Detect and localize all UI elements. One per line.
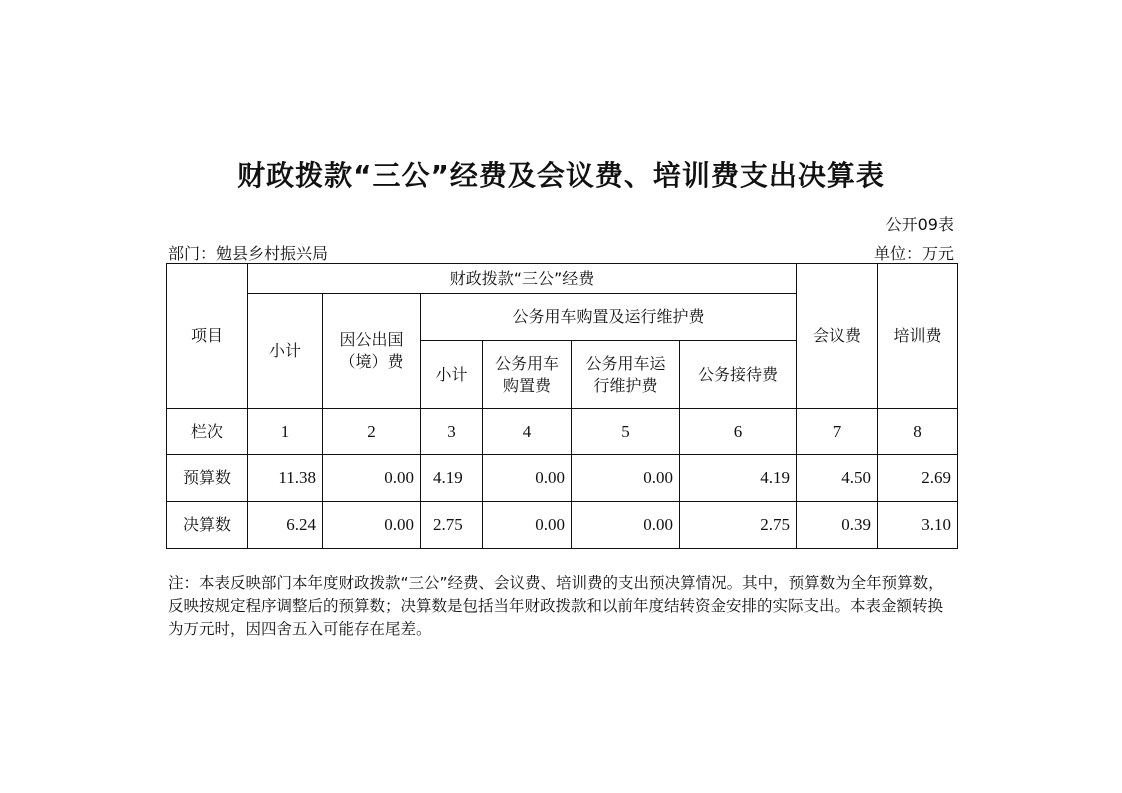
footnote: 注：本表反映部门本年度财政拨款“三公”经费、会议费、培训费的支出预决算情况。其中，预算数为全年预算数，反映按规定程序调整后的预算数；决算数是包括当年财政拨款和以前年度结转资金安排的实际支出。本表金额转换为万元时，因四舍五入可能存在尾差。 bbox=[168, 574, 944, 638]
header-meeting: 会议费 bbox=[797, 264, 878, 409]
row-label: 决算数 bbox=[167, 502, 248, 549]
column-number: 4 bbox=[483, 409, 572, 455]
table-cell: 4.19 bbox=[421, 455, 483, 502]
header-vehicle-purchase: 公务用车购置费 bbox=[483, 341, 572, 409]
table-cell: 4.19 bbox=[680, 455, 797, 502]
column-number: 5 bbox=[572, 409, 680, 455]
table-cell: 11.38 bbox=[248, 455, 323, 502]
row-label: 栏次 bbox=[167, 409, 248, 455]
header-vehicle: 公务用车购置及运行维护费 bbox=[421, 294, 797, 341]
table-cell: 0.00 bbox=[483, 502, 572, 549]
expenditure-table bbox=[166, 263, 958, 549]
column-number: 7 bbox=[797, 409, 878, 455]
column-number: 3 bbox=[421, 409, 483, 455]
page-title: 财政拨款“三公”经费及会议费、培训费支出决算表 bbox=[237, 159, 885, 192]
department-label: 部门：勉县乡村振兴局 bbox=[168, 244, 329, 263]
header-reception: 公务接待费 bbox=[680, 341, 797, 409]
table-cell: 0.00 bbox=[323, 502, 421, 549]
header-vehicle-subtotal: 小计 bbox=[421, 341, 483, 409]
table-cell: 0.39 bbox=[797, 502, 878, 549]
column-number: 6 bbox=[680, 409, 797, 455]
table-cell: 0.00 bbox=[572, 455, 680, 502]
table-cell: 6.24 bbox=[248, 502, 323, 549]
header-abroad: 因公出国（境）费 bbox=[323, 294, 421, 409]
table-row bbox=[167, 455, 958, 502]
table-cell: 2.75 bbox=[680, 502, 797, 549]
header-item: 项目 bbox=[167, 264, 248, 409]
column-number: 1 bbox=[248, 409, 323, 455]
table-row bbox=[167, 409, 958, 455]
table-cell: 0.00 bbox=[323, 455, 421, 502]
table-cell: 3.10 bbox=[878, 502, 958, 549]
table-cell: 0.00 bbox=[572, 502, 680, 549]
row-label: 预算数 bbox=[167, 455, 248, 502]
table-row bbox=[167, 502, 958, 549]
unit-label: 单位：万元 bbox=[873, 244, 954, 263]
column-number: 2 bbox=[323, 409, 421, 455]
table-cell: 0.00 bbox=[483, 455, 572, 502]
column-number: 8 bbox=[878, 409, 958, 455]
table-cell: 4.50 bbox=[797, 455, 878, 502]
header-three-public: 财政拨款“三公”经费 bbox=[248, 264, 797, 294]
header-subtotal: 小计 bbox=[248, 294, 323, 409]
table-cell: 2.69 bbox=[878, 455, 958, 502]
form-number: 公开09表 bbox=[885, 215, 954, 234]
header-training: 培训费 bbox=[878, 264, 958, 409]
header-vehicle-maintenance: 公务用车运行维护费 bbox=[572, 341, 680, 409]
table-cell: 2.75 bbox=[421, 502, 483, 549]
